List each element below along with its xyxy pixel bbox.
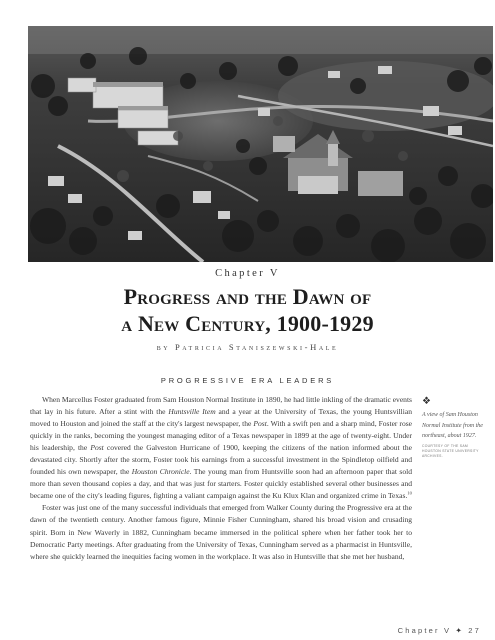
footnote-marker: 10 xyxy=(407,490,412,496)
footer-chapter: Chapter V xyxy=(397,626,452,635)
p1-text-e: . With a swift pen and a sharp mind, Foster rose quickly in the ranks, becoming the youngest managing editor of a Texas newspaper in 1899 at the age of twenty-eight. Under his leadership, the xyxy=(30,419,412,453)
paragraph-1 xyxy=(30,394,412,502)
section-heading: PROGRESSIVE ERA LEADERS xyxy=(160,376,335,385)
body-text xyxy=(30,394,412,563)
p1-text-i: . The young man from Huntsville soon had an afternoon paper that sold more than seven thousand copies a day, and that was just for starters. Foster quickly established several other businesses and became one of the city's leading figures, fighting a valiant campaign against the Ku Klux Klan and organized crime in Texas. xyxy=(30,467,412,501)
chapter-title-line-2: a New Century, 1900-1929 xyxy=(121,311,374,336)
page-footer xyxy=(398,626,481,635)
p1-italic-houston-chronicle: Houston Chronicle xyxy=(131,467,190,477)
p1-italic-post-2: Post xyxy=(90,443,104,453)
p1-text-c: and a year at the University of Texas, the young Huntsvillian moved to Houston and joined the staff at the city's largest newspaper, the xyxy=(30,407,412,429)
p1-italic-huntsville-item: Huntsville Item xyxy=(168,407,216,417)
photo-caption: A view of Sam Houston Normal Institute from the northeast, about 1927. xyxy=(422,412,483,439)
chapter-label: Chapter V xyxy=(215,268,280,279)
p1-text-a: When Marcellus Foster graduated from Sam Houston Normal Institute in 1890, he had little inkling of the dramatic events that lay in his future. After a stint with the xyxy=(30,395,412,417)
photo-sidebar xyxy=(422,396,484,459)
p1-italic-post: Post xyxy=(253,419,267,429)
chapter-title-line-1: Progress and the Dawn of xyxy=(123,284,372,309)
page-number: 27 xyxy=(468,626,481,635)
aerial-photo xyxy=(28,26,493,262)
author-byline: by Patricia Staniszewski-Hale xyxy=(156,342,339,352)
p1-text-g: covered the Galveston Hurricane of 1900, keeping the citizens of the nation informed about the devastated city. Shortly after the storm, Foster took his earnings from a successful investment in the Spindletop oilfield and founded his own newspaper, the xyxy=(30,443,413,477)
paragraph-2: Foster was just one of the many successful individuals that emerged from Walker County during the Progressive era at the dawn of the twentieth century. Another famous figure, Minnie Fisher Cunningham, shared his broad vision and crusading spirit. Born in New Waverly in 1882, Cunningham became immersed in the political sphere when her father took her to Democratic Party meetings. After graduating from the University of Texas, Cunningham served as a pharmacist in Huntsville, where she quickly learned the inequities facing women in the workplace. It was also in Huntsville that she met her husband, xyxy=(30,503,412,561)
aerial-photo-graphic xyxy=(28,26,493,262)
chapter-title xyxy=(0,283,495,337)
photo-credit: COURTESY OF THE SAM HOUSTON STATE UNIVERSITY ARCHIVES. xyxy=(422,443,479,458)
ornament-icon: ❖ xyxy=(422,396,431,407)
star-icon: ✦ xyxy=(455,626,464,635)
